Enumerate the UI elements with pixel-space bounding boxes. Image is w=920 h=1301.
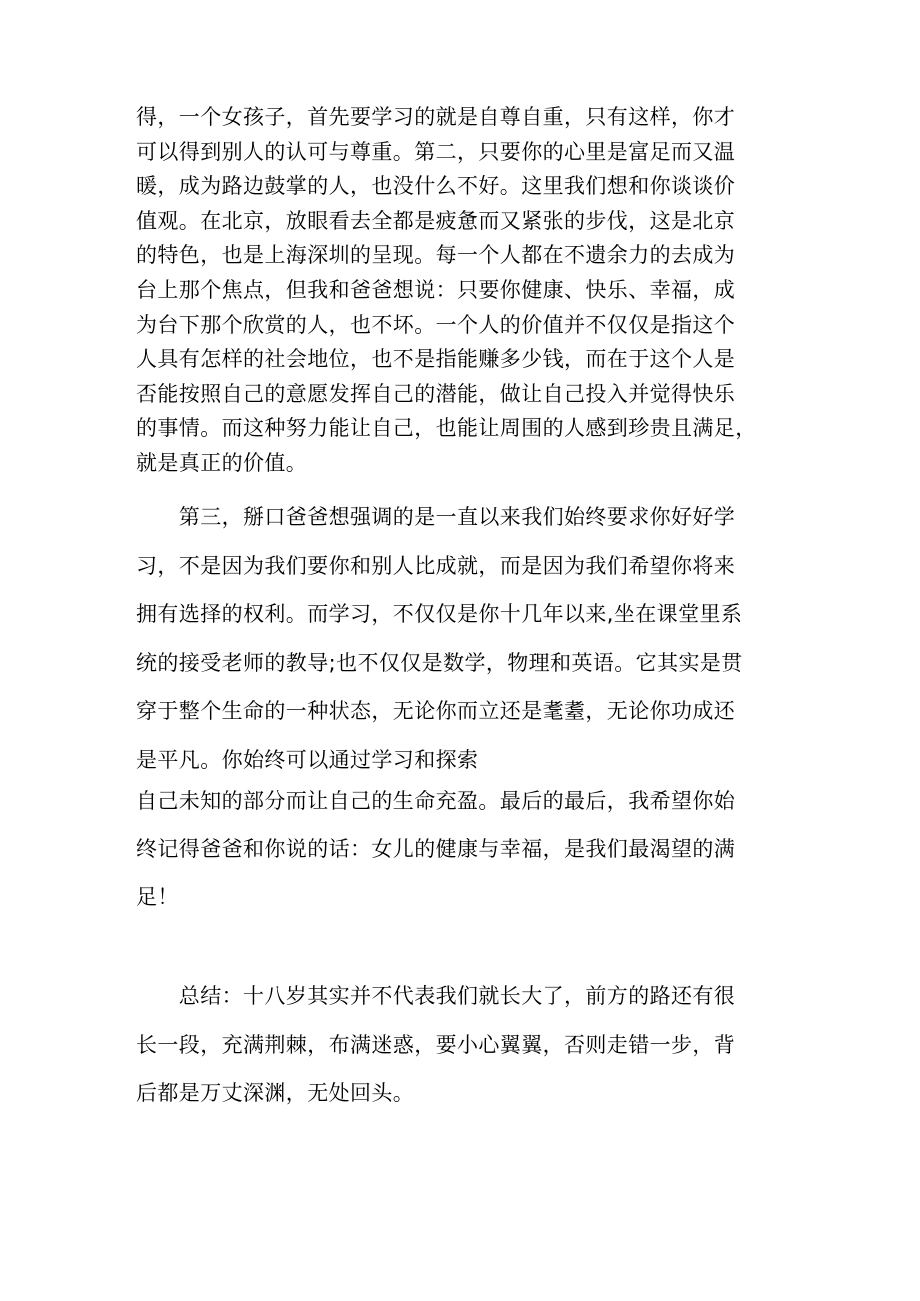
- text-line: 的特色，也是上海深圳的呈现。每一个人都在不遗余力的去成为: [136, 243, 736, 268]
- text-line: 自己未知的部分而让自己的生命充盈。最后的最后，我希望你始: [136, 789, 736, 813]
- text-line: 穿于整个生命的一种状态，无论你而立还是耄耋，无论你功成还: [136, 699, 736, 724]
- text-line: 否能按照自己的意愿发挥自己的潜能，做让自己投入并觉得快乐: [136, 381, 736, 406]
- text-line: 人具有怎样的社会地位，也不是指能赚多少钱，而在于这个人是: [136, 347, 736, 372]
- text-line: 就是真正的价值。: [136, 450, 308, 475]
- text-line: 长一段，充满荆棘，布满迷惑，要小心翼翼，否则走错一步，背: [136, 1032, 736, 1057]
- text-line: 暖，成为路边鼓掌的人，也没什么不好。这里我们想和你谈谈价: [136, 174, 736, 199]
- text-line: 终记得爸爸和你说的话：女儿的健康与幸福，是我们最渴望的满: [136, 837, 736, 861]
- paragraph-closing-wish: [136, 777, 796, 921]
- paragraph-learning: [136, 493, 796, 785]
- text-line: 的事情。而这种努力能让自己，也能让周围的人感到珍贵且满足，: [136, 416, 757, 441]
- text-line: 得，一个女孩子，首先要学习的就是自尊自重，只有这样，你才: [136, 105, 736, 129]
- text-line: 值观。在北京，放眼看去全都是疲惫而又紧张的步伐，这是北京: [136, 208, 736, 233]
- text-line: 台上那个焦点，但我和爸爸想说：只要你健康、快乐、幸福，成: [136, 277, 736, 302]
- paragraph-values: [136, 100, 796, 481]
- text-line: 为台下那个欣赏的人，也不坏。一个人的价值并不仅仅是指这个: [136, 312, 736, 337]
- paragraph-summary: [136, 972, 796, 1118]
- text-line: 拥有选择的权利。而学习，不仅仅是你十几年以来,坐在课堂里系: [136, 602, 743, 627]
- text-line: 第三，掰口爸爸想强调的是一直以来我们始终要求你好好学: [136, 505, 736, 529]
- text-line: 是平凡。你始终可以通过学习和探索: [136, 747, 479, 772]
- text-line: 可以得到别人的认可与尊重。第二，只要你的心里是富足而又温: [136, 139, 736, 164]
- text-line: 足！: [136, 885, 179, 909]
- text-line: 后都是万丈深渊，无处回头。: [136, 1081, 415, 1105]
- text-line: 习，不是因为我们要你和别人比成就，而是因为我们希望你将来: [136, 553, 736, 578]
- text-line: 总结：十八岁其实并不代表我们就长大了，前方的路还有很: [136, 984, 736, 1008]
- text-line: 统的接受老师的教导;也不仅仅是数学，物理和英语。它其实是贯: [136, 650, 743, 675]
